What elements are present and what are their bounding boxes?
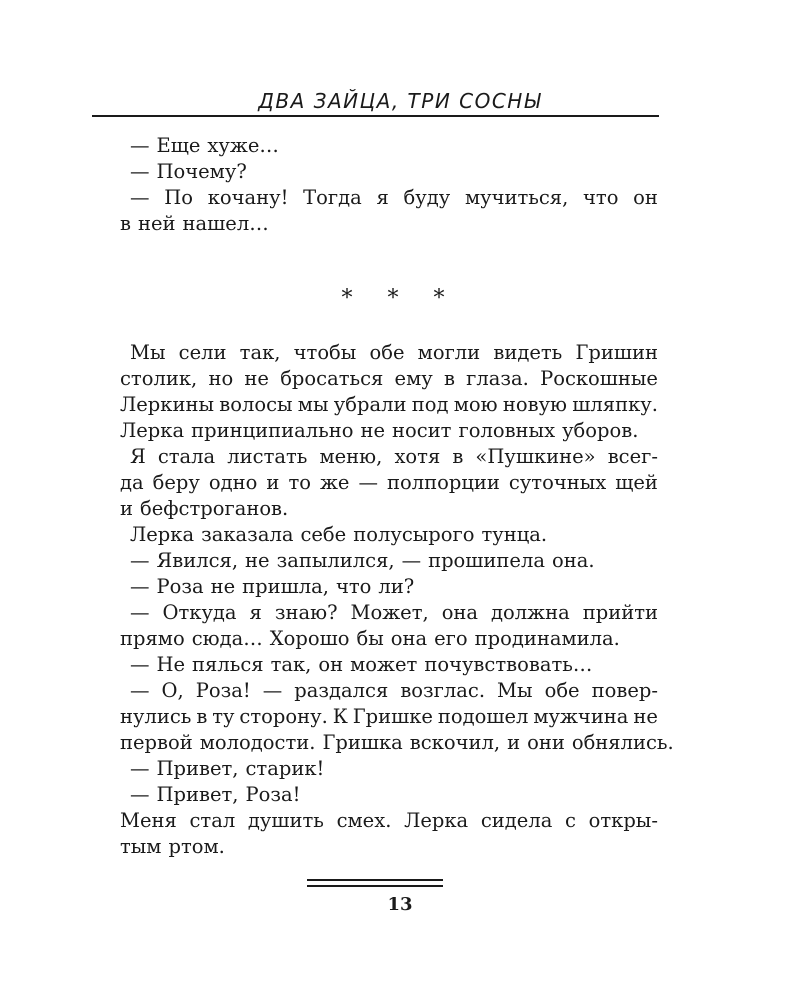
text-line: — Откуда я знаю? Может, она должна прийти	[130, 601, 658, 624]
text-line: первой молодости. Гришка вскочил, и они обнялись.	[120, 731, 674, 754]
text-line: — Привет, Роза!	[130, 783, 301, 806]
text-line: — Явился, не запылился, — прошипела она.	[130, 549, 595, 572]
section-separator: * * *	[341, 286, 459, 311]
text-line: столик, но не бросаться ему в глаза. Роскошные	[120, 367, 658, 390]
text-line: Лерка принципиально не носит головных уборов.	[120, 419, 639, 442]
text-line: и бефстроганов.	[120, 497, 289, 520]
text-line: Меня стал душить смех. Лерка сидела с откры-	[120, 809, 658, 832]
header-rule	[92, 115, 659, 117]
text-line: Лерка заказала себе полусырого тунца.	[130, 523, 548, 546]
dialogue-block	[120, 133, 658, 237]
narrative-block	[120, 340, 674, 860]
text-line: — Привет, старик!	[130, 757, 325, 780]
text-line: прямо сюда… Хорошо бы она его продинамила.	[120, 627, 620, 650]
running-header-title: ДВА ЗАЙЦА, ТРИ СОСНЫ	[258, 89, 542, 113]
text-line: — Еще хуже…	[130, 134, 279, 157]
text-line: Мы сели так, чтобы обе могли видеть Гришин	[130, 341, 658, 364]
text-line: — Роза не пришла, что ли?	[130, 575, 415, 598]
page-number: 13	[387, 894, 413, 915]
footer-rule	[307, 879, 443, 881]
text-line: — По кочану! Тогда я буду мучиться, что он	[130, 186, 658, 209]
text-line: да беру одно и то же — полпорции суточных щей	[120, 471, 658, 494]
text-line: тым ртом.	[120, 835, 225, 858]
text-line: — Не пялься так, он может почувствовать…	[130, 653, 593, 676]
text-line: Я стала листать меню, хотя в «Пушкине» всег-	[130, 445, 658, 468]
text-line: — О, Роза! — раздался возглас. Мы обе повер-	[130, 679, 658, 702]
text-line: нулись в ту сторону. К Гришке подошел мужчина не	[120, 705, 658, 728]
footer-rule	[307, 885, 443, 887]
text-line: — Почему?	[130, 160, 247, 183]
text-line: в ней нашел…	[120, 212, 269, 235]
text-line: Леркины волосы мы убрали под мою новую шляпку.	[120, 393, 658, 416]
